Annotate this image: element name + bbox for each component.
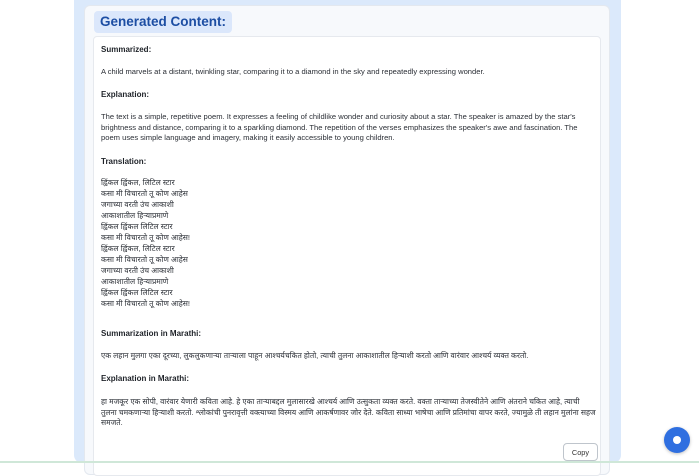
summarized-text: A child marvels at a distant, twinkling star, comparing it to a diamond in the sky and repeatedly expressing wonder. [101,67,485,76]
translation-line: ह्विंकल ह्विंकल, लिटिल स्टार [101,244,175,253]
summarization-marathi-text: एक लहान मुलगा एका दूरच्या, लुकलुकणाऱ्या ताऱ्याला पाहून आश्चर्यचकित होतो, त्याची तुलना आकाशातील हिऱ्याशी करतो आणि वारंवार आश्चर्य व्यक्त करतो. [101,351,529,360]
translation-line: जगाच्या वरती उंच आकाशी [101,200,174,209]
translation-line: कसा मी विचारतो तू कोण आहेस! [101,299,191,308]
translation-line: ह्विंकल ह्विंकल लिटिल स्टार [101,288,173,297]
explanation-marathi-text: हा मजकूर एक सोपी, वारंवार येणारी कविता आहे. हे एका ताऱ्याबद्दल मुलासारखे आश्चर्य आणि उत्सुकता व्यक्त करते. वक्ता ताऱ्याच्या तेजस्वीतेने आणि अंतराने चकित आहे, त्याची तुलना चमकणाऱ्या हिऱ्याशी करतो. श्लोकांची पुनरावृत्ती वक्त्याच्या विस्मय आणि आकर्षणावर जोर देते. कविता साध्या भाषेचा आणि प्रतिमांचा वापर करते, ज्यामुळे ती लहान मुलांना सहज समजते. [101,397,596,428]
translation-line: कसा मी विचारतो तू कोण आहेस [101,255,188,264]
chat-bubble-icon[interactable] [664,427,690,453]
translation-line: आकाशातील हिऱ्याप्रमाणे [101,277,169,286]
summarized-label: Summarized: [101,45,152,54]
fab-dot [673,436,681,444]
explanation-label: Explanation: [101,90,150,99]
explanation-text: The text is a simple, repetitive poem. It expresses a feeling of childlike wonder and curiosity about a star. The speaker is amazed by the star's brightness and distance, comparing it to a sparkling diamond. The repetition of the verses emphasizes the speaker's awe and fascination. The poem uses simple language and imagery, making it easily accessible to young children. [101,112,578,143]
explanation-marathi-label: Explanation in Marathi: [101,374,190,383]
translation-line: कसा मी विचारतो तू कोण आहेस [101,189,188,198]
translation-line: ह्विंकल ह्विंकल, लिटिल स्टार [101,178,175,187]
section-title: Generated Content: [94,11,232,33]
translation-line: आकाशातील हिऱ्याप्रमाणे [101,211,169,220]
copy-button[interactable]: Copy [563,443,598,461]
translation-line: कसा मी विचारतो तू कोण आहेस! [101,233,191,242]
translation-line: ह्विंकल ह्विंकल लिटिल स्टार [101,222,173,231]
summarization-marathi-label: Summarization in Marathi: [101,329,202,338]
translation-label: Translation: [101,157,147,166]
translation-line: जगाच्या वरती उंच आकाशी [101,266,174,275]
